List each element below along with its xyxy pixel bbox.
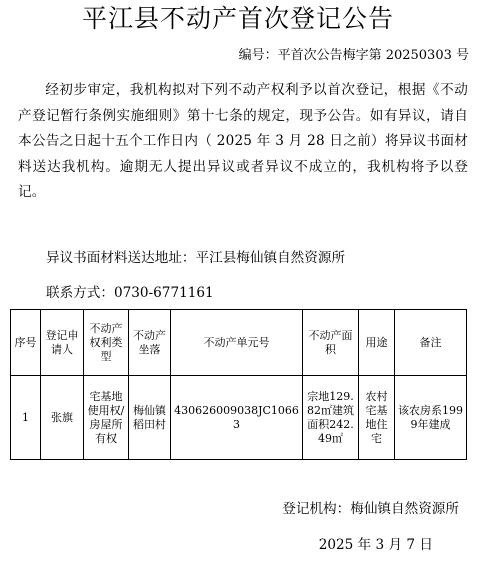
table-header-row [11, 310, 467, 376]
header-index: 序号 [11, 310, 41, 376]
cell-area: 宗地129.82㎡建筑面积242.49㎡ [303, 376, 359, 460]
header-right-type: 不动产权利类型 [84, 310, 129, 376]
cell-index: 1 [11, 376, 41, 460]
registration-table [10, 309, 467, 460]
notice-body: 经初步审定，我机构拟对下列不动产权利予以首次登记，根据《不动产登记暂行条例实施细则》第十七条的规定，现予公告。如有异议，请自本公告之日起十五个工作日内（ 2025 年 3 月 28 日之前）将异议书面材料送达我机构。逾期无人提出异议或者异议不成立的，我机构将予以登记。 [18, 82, 468, 200]
contact-info: 联系方式：0730-6771161 [46, 285, 214, 301]
notice-title: 平江县不动产首次登记公告 [81, 4, 394, 33]
header-unit-number: 不动产单元号 [171, 310, 303, 376]
cell-remark: 该农房系1999年建成 [395, 376, 467, 460]
registration-authority: 登记机构：梅仙镇自然资源所 [282, 501, 459, 517]
table-row [11, 376, 467, 460]
cell-right-type: 宅基地使用权/房屋所有权 [84, 376, 129, 460]
header-location: 不动产坐落 [129, 310, 171, 376]
cell-location: 梅仙镇稻田村 [129, 376, 171, 460]
cell-usage: 农村宅基地住宅 [359, 376, 395, 460]
notice-date: 2025 年 3 月 7 日 [318, 537, 433, 553]
cell-applicant: 张旗 [41, 376, 84, 460]
header-usage: 用途 [359, 310, 395, 376]
objection-address: 异议书面材料送达地址：平江县梅仙镇自然资源所 [46, 250, 346, 266]
header-applicant: 登记申请人 [41, 310, 84, 376]
header-remark: 备注 [395, 310, 467, 376]
cell-unit-number: 430626009038JC10663 [171, 376, 303, 460]
header-area: 不动产面积 [303, 310, 359, 376]
document-number: 编号：平首次公告梅字第 20250303 号 [238, 48, 469, 63]
